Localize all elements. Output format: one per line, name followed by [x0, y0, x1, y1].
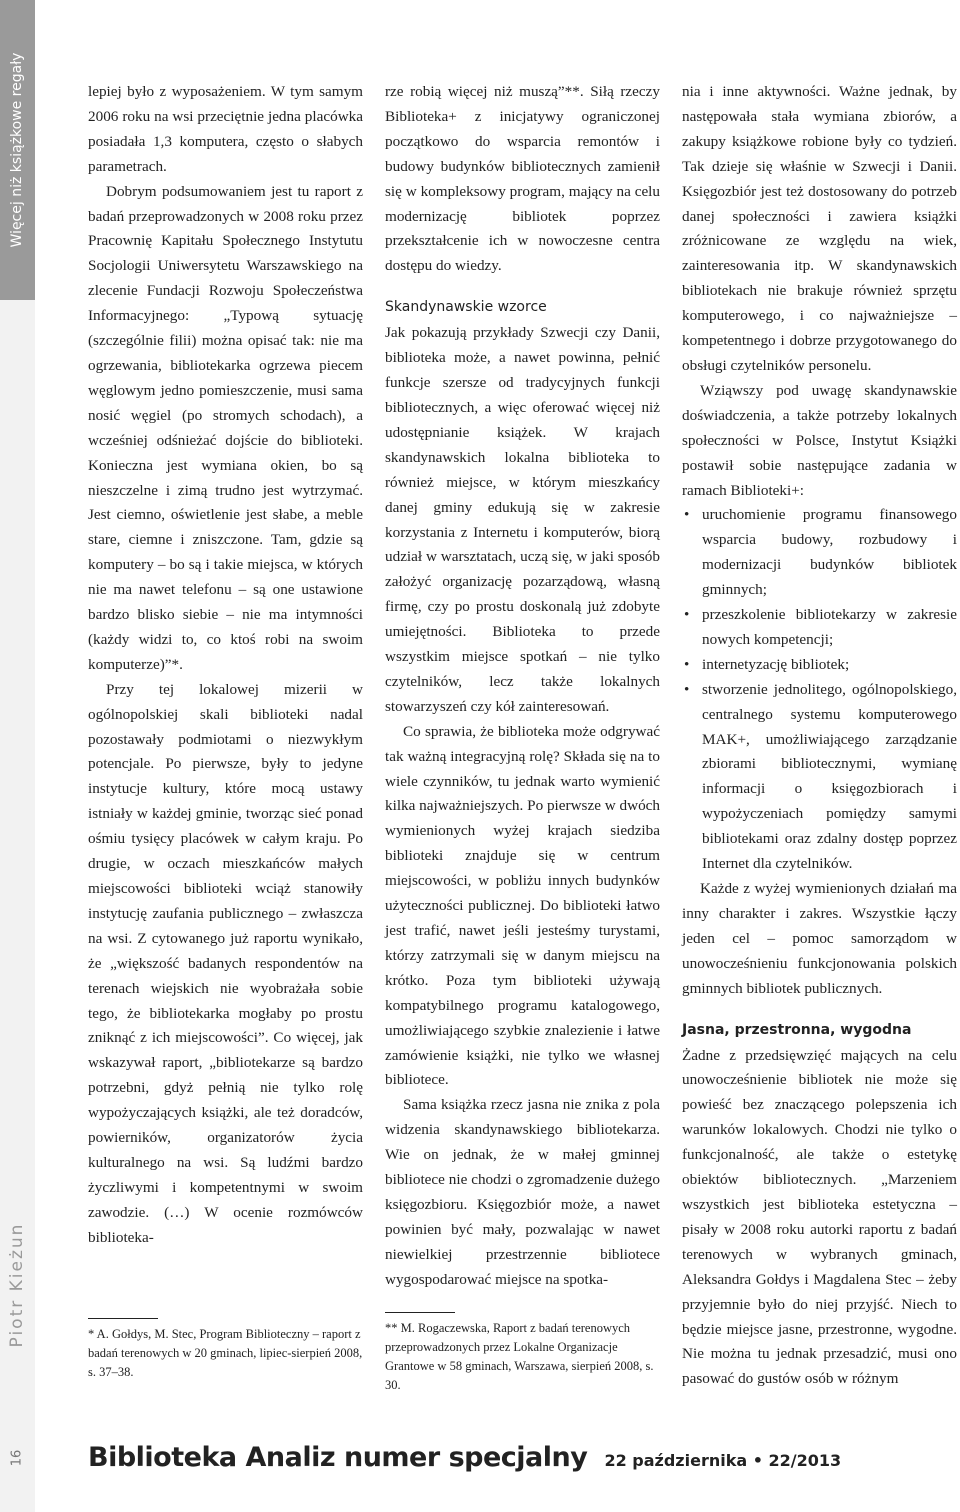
footnote-text: * A. Gołdys, M. Stec, Program Biblioteczny – raport z badań terenowych w 20 gminach, lipiec-sierpień 2008, s. 37–38.: [88, 1327, 363, 1379]
section-heading: Jasna, przestronna, wygodna: [682, 1021, 912, 1038]
page-number: 16: [9, 1449, 25, 1467]
paragraph: Wziąwszy pod uwagę skandynawskie doświadczenia, a także potrzeby lokalnych społeczności w Polsce, Instytut Książki postawił sobie następujące zadania w ramach Biblioteki+:: [682, 381, 957, 499]
paragraph: rze robią więcej niż muszą”**. Siłą rzeczy Biblioteka+ z inicjatywy ograniczonej początkowo do wsparcia remontów i budowy budynków bibliotecznych zamienił się w kompleksowy program, mający na celu modernizację bibliotek poprzez przekształcenie ich w nowoczesne centra dostępu do wiedzy.: [385, 83, 660, 275]
list-item: • stworzenie jednolitego, ogólnopolskiego, centralnego systemu komputerowego MAK+, umożliwiającego zarządzanie zbiorami bibliotecznymi, wymianę informacji o księgozbiorach i wypożyczeniach pomiędzy samymi bibliotekami oraz zdalny dostęp poprzez Internet dla czytelników.: [682, 678, 957, 877]
issue-info: 22 października • 22/2013: [604, 1451, 842, 1470]
footnote-2: [385, 1312, 660, 1395]
paragraph: Każde z wyżej wymienionych działań ma inny charakter i zakres. Wszystkie łączy jeden cel – pomoc samorządom w unowocześnieniu funkcjonowania polskich gminnych bibliotek publicznych.: [682, 880, 957, 997]
list-item: • przeszkolenie bibliotekarzy w zakresie nowych kompetencji;: [682, 603, 957, 653]
list-item: • internetyzację bibliotek;: [682, 653, 957, 678]
paragraph: Żadne z przedsięwzięć mających na celu unowocześnienie bibliotek nie może się powieść bez znaczącego polepszenia ich warunków lokalowych. Chodzi nie tylko o funkcjonalność, ale także o estetykę obiektów bibliotecznych. „Marzeniem wszystkich jest biblioteka estetyczna – pisały w 2008 roku autorki raportu z badań terenowych w wybranych gminach, Aleksandra Gołdys i Magdalena Stec – żeby przyjemnie było do niej przyjść. Niech to będzie miejsce jasne, przestronne, wygodne. Nie można tu jednak przesadzić, musi ono pasować do gustów osób w różnym: [682, 1046, 957, 1388]
paragraph: Dobrym podsumowaniem jest tu raport z badań przeprowadzonych w 2008 roku przez Pracownię Kapitału Społecznego Instytutu Socjologii Uniwersytetu Warszawskiego na zlecenie Fundacji Rozwoju Społeczeństwa Informacyjnego: „Typową sytuację (szczególnie filii) można opisać tak: nie ma ogrzewania, bibliotekarka ogrzewa piecem węglowym jedno pomieszczenie, musi sama nosić węgiel (po stromych schodach), a wcześniej odśnieżać dojście do biblioteki. Konieczna jest wymiana okien, bo są nieszczelne i zimą trudno jest wytrzymać. Jest ciemno, oświetlenie jest słabe, a meble stare, ciemne i zniszczone. Tam, gdzie są komputery – bo są i takie miejsca, w których nie ma nawet telefonu – są one ustawione bardzo blisko siebie – nie ma intymności (każdy widzi to, co ktoś robi na swoim komputerze)”*.: [88, 182, 363, 673]
task-list: [682, 503, 957, 877]
paragraph: Co sprawia, że biblioteka może odgrywać tak ważną integracyjną rolę? Składa się na to wiele czynników, tu jednak warto wymienić kilka najważniejszych. Po pierwsze w dwóch wymienionych wyżej krajach siedziba biblioteki znajduje się w centrum miejscowości, w pobliżu innych budynków użyteczności publicznej. Do biblioteki łatwo jest trafić, nawet jeśli jesteśmy turystami, którzy zatrzymali się w danym miejscu na krótko. Poza tym biblioteki używają kompatybilnego programu katalogowego, umożliwiającego szybkie znalezienie i łatwe zamówienie książki, nie tylko we własnej bibliotece.: [385, 722, 660, 1089]
section-heading: Skandynawskie wzorce: [385, 299, 547, 316]
footnote-1: [88, 1318, 363, 1382]
footnote-rule: [385, 1312, 455, 1313]
magazine-title: Biblioteka Analiz numer specjalny: [88, 1442, 588, 1473]
footnote-text: ** M. Rogaczewska, Raport z badań terenowych przeprowadzonych przez Lokalne Organizacje Grantowe w 58 gminach, Warszawa, sierpień 2008, s. 30.: [385, 1321, 654, 1392]
paragraph: lepiej było z wyposażeniem. W tym samym 2006 roku na wsi przeciętnie jedna placówka posiadała 1,3 komputera, często o słabych parametrach.: [88, 83, 363, 175]
footnote-rule: [88, 1318, 158, 1319]
paragraph: Przy tej lokalowej mizerii w ogólnopolskiej skali biblioteki nadal pozostawały podmiotami o niezwykłym potencjale. Po pierwsze, były to jedyne instytucje kultury, które mocą ustawy istniały w każdej gminie, tworząc sieć ponad ośmiu tysięcy placówek w całym kraju. Po drugie, w oczach mieszkańców małych miejscowości biblioteki wciąż stanowiły instytucję zaufania publicznego – zwłaszcza na wsi. Z cytowanego już raportu wynikało, że „większość badanych respondentów na terenach wiejskich nie wyobrażała sobie tego, że bibliotekarka mogłaby po prostu zniknąć z ich miejscowości”. Co więcej, jak wskazywał raport, „bibliotekarze są bardzo potrzebni, gdyż pełnią nie tylko rolę wypożyczających książki, ale też doradców, powierników, organizatorów życia kulturalnego na wsi. Są ludźmi bardzo życzliwymi i kompetentnymi w swoim zawodzie. (…) W ocenie rozmówców biblioteka-: [88, 680, 363, 1246]
author-name: Piotr Kieżun: [7, 1222, 27, 1348]
column-2: [385, 80, 660, 1293]
page-footer: [88, 1442, 841, 1473]
column-1: [88, 80, 363, 1251]
column-3: [682, 80, 957, 1392]
paragraph: Sama książka rzecz jasna nie znika z pola widzenia skandynawskiego bibliotekarza. Wie on jednak, że w małej gminnej bibliotece nie chodzi o zgromadzenie dużego księgozbioru. Księgozbiór może, a nawet powinien być mały, pozwalając w nawet niewielkiej przestrzennie bibliotece wygospodarować miejsce na spotka-: [385, 1096, 660, 1288]
paragraph: nia i inne aktywności. Ważne jednak, by następowała stała wymiana zbiorów, a zakupy książkowe robione były co tydzień. Tak dzieje się właśnie w Szwecji i Danii. Księgozbiór jest też dostosowany do potrzeb danej społeczności i zawiera książki zróżnicowane ze względu na wiek, zainteresowania itp. W skandynawskich bibliotekach nie brakuje również sprzętu komputerowego, i co najważniejsze – kompetentnego i dobrze przygotowanego do obsługi czytelników personelu.: [682, 83, 957, 374]
sidebar: [0, 0, 35, 1512]
list-item: • uruchomienie programu finansowego wsparcia budowy, rozbudowy i modernizacji budynków bibliotek gminnych;: [682, 503, 957, 603]
paragraph: Jak pokazują przykłady Szwecji czy Danii, biblioteka może, a nawet powinna, pełnić funkcje szersze od tradycyjnych funkcji bibliotecznych, a więc oferować więcej niż udostępnianie książek. W krajach skandynawskich lokalna biblioteka to również miejsce, w którym mieszkańcy danej gminy edukują się w zakresie korzystania z Internetu i komputerów, biorą udział w warsztatach, uczą się, w jaki sposób założyć organizację pozarządową, własną firmę, czy po prostu doskonalą już zdobyte umiejętności. Biblioteka to przede wszystkim miejsce spotkań – nie tylko czytelników, lecz także lokalnych stowarzyszeń czy kół zainteresowań.: [385, 324, 660, 715]
series-title: Więcej niż książkowe regały: [9, 52, 25, 248]
